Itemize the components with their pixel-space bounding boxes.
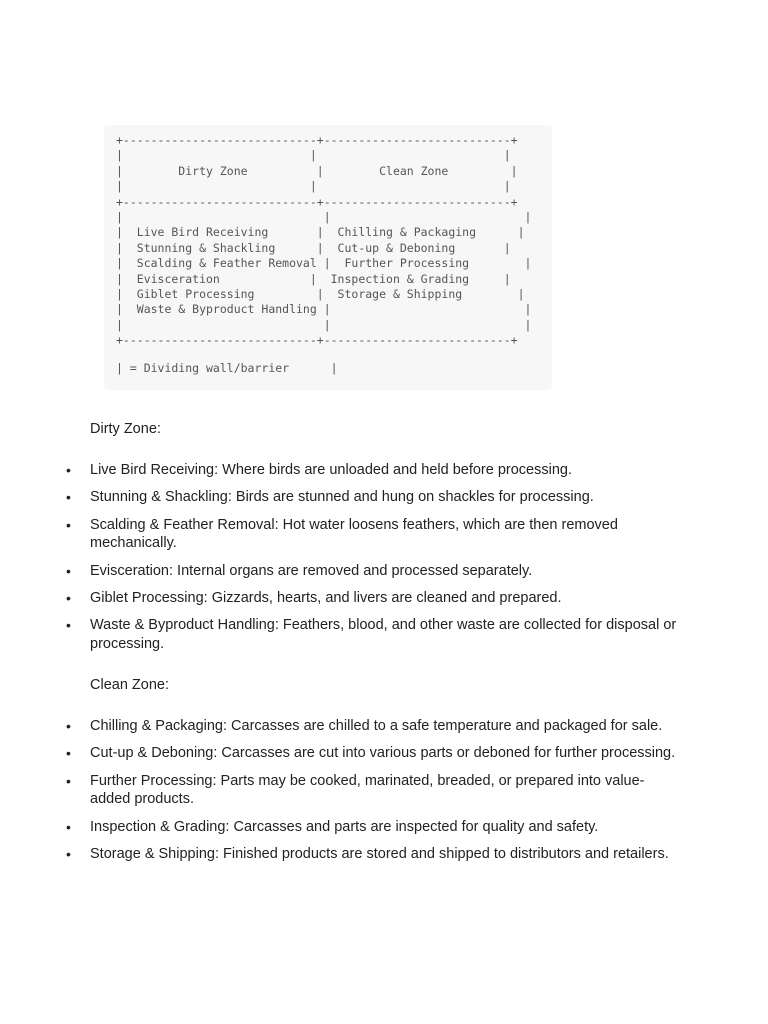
diagram-legend: | = Dividing wall/barrier | xyxy=(116,361,338,375)
list-item: • Live Bird Receiving: Where birds are unloaded and held before processing. xyxy=(90,461,680,479)
list-item: • Storage & Shipping: Finished products are stored and shipped to distributors and retailers. xyxy=(90,845,680,863)
list-item: • Waste & Byproduct Handling: Feathers, blood, and other waste are collected for disposal or processing. xyxy=(90,616,680,653)
list-item: • Further Processing: Parts may be cooked, marinated, breaded, or prepared into value-added products. xyxy=(90,772,680,809)
list-item: • Giblet Processing: Gizzards, hearts, and livers are cleaned and prepared. xyxy=(90,589,680,607)
clean-zone-list xyxy=(90,717,680,872)
dirty-zone-heading: Dirty Zone: xyxy=(90,421,161,437)
list-item: • Chilling & Packaging: Carcasses are chilled to a safe temperature and packaged for sale. xyxy=(90,717,680,735)
zone-diagram-ascii: +----------------------------+---------------------------+ | | | | Dirty Zone | Clean Zone | | | | +----------------------------+---------------------------+ | | | | Live Bird Receiving | Chilling & Packaging | | Stunning & Shackling | Cut-up & Deboning | | Scalding & Feather Removal | Further Processing | | Evisceration | Inspection & Grading | | Giblet Processing | Storage & Shipping | | Waste & Byproduct Handling | | | | | +----------------------------+---------------------------+ xyxy=(116,133,532,348)
list-item: • Inspection & Grading: Carcasses and parts are inspected for quality and safety. xyxy=(90,818,680,836)
list-item: • Scalding & Feather Removal: Hot water loosens feathers, which are then removed mechanically. xyxy=(90,516,680,553)
list-item: • Cut-up & Deboning: Carcasses are cut into various parts or deboned for further processing. xyxy=(90,744,680,762)
list-item: • Evisceration: Internal organs are removed and processed separately. xyxy=(90,562,680,580)
list-item: • Stunning & Shackling: Birds are stunned and hung on shackles for processing. xyxy=(90,488,680,506)
zone-diagram-code-block xyxy=(104,125,552,390)
dirty-zone-list xyxy=(90,461,680,662)
clean-zone-heading: Clean Zone: xyxy=(90,677,169,693)
